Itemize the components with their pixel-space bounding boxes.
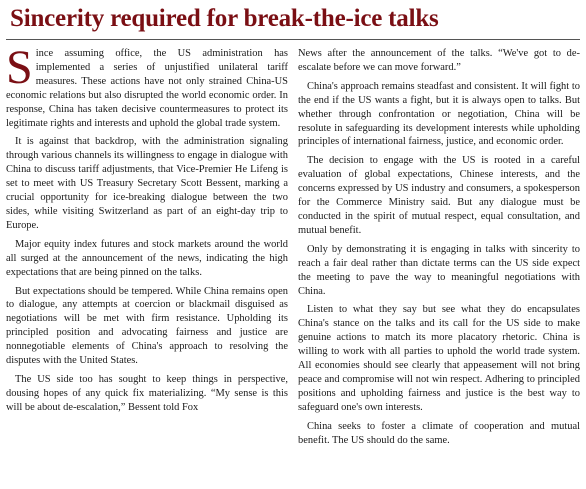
paragraph (6, 41, 288, 130)
paragraph: Only by demonstrating it is engaging in talks with sincerity to reach a fair deal rather than dictate terms can the US side expect the meeting to pave the way to meaningful negotiations with China. (298, 243, 580, 297)
column-right (298, 47, 580, 452)
paragraph: The decision to engage with the US is rooted in a careful evaluation of global expectations, Chinese interests, and the concerns expressed by US industry and consumers, a spokesperson for the Commerce Ministry said. But any dialogue must be conducted in the spirit of mutual respect, equal consultation, and mutual benefit. (298, 155, 580, 236)
paragraph: China seeks to foster a climate of cooperation and mutual benefit. The US should do the same. (298, 420, 580, 446)
paragraph: But expectations should be tempered. While China remains open to dialogue, any attempts at coercion or blackmail disguised as negotiations will be met with firm resistance. Upholding its principled position and advocating fairness and justice are nonnegotiable elements of China's approach to resolving the disputes with the United States. (6, 285, 288, 367)
paragraph-text: ince assuming office, the US administration has implemented a series of unjustified unilateral tariff measures. These actions have not only strained China-US economic relations but also disrupted the world economic order. In response, China has taken decisive countermeasures to protect its legitimate rights and interests and uphold the global trade system. (6, 48, 288, 129)
paragraph: China's approach remains steadfast and consistent. It will fight to the end if the US wants a fight, but it is always open to talks. But whether through confrontation or negotiation, China will be resolute in safeguarding its development interests while upholding principles of international fairness, justice, and economic order. (298, 80, 580, 148)
headline-divider (6, 39, 580, 40)
article-body (6, 41, 580, 452)
paragraph: It is against that backdrop, with the administration signaling through various channels its willingness to engage in dialogue with China to discuss tariff adjustments, that Vice-Premier He Lifeng is set to meet with US Treasury Secretary Scott Bessent, marking a crucial opportunity for ice-breaking dialogue between the two sides, while visiting Switzerland as part of an eight-day trip to Europe. (6, 136, 288, 231)
column-left (6, 41, 288, 452)
paragraph: News after the announcement of the talks. “We've got to de-escalate before we can move forward.” (298, 48, 580, 73)
paragraph: The US side too has sought to keep things in perspective, dousing hopes of any quick fix materializing. “My sense is this will be about de-escalation,” Bessent told Fox (6, 373, 288, 413)
drop-cap: S (6, 41, 33, 94)
paragraph: Listen to what they say but see what they do encapsulates China's stance on the talks and its call for the US side to make genuine actions to match its more placatory rhetoric. China is willing to work with all parties to uphold the world trade system. All economies should see clearly that appeasement will not bring peace and compromise will not win respect. Adhering to principled positions and upholding fairness and justice is the best way to safeguard one's own interests. (298, 304, 580, 413)
paragraph: Major equity index futures and stock markets around the world all surged at the announcement of the news, indicating the high expectations that are being pinned on the talks. (6, 238, 288, 278)
headline: Sincerity required for break-the-ice talks (10, 5, 439, 32)
